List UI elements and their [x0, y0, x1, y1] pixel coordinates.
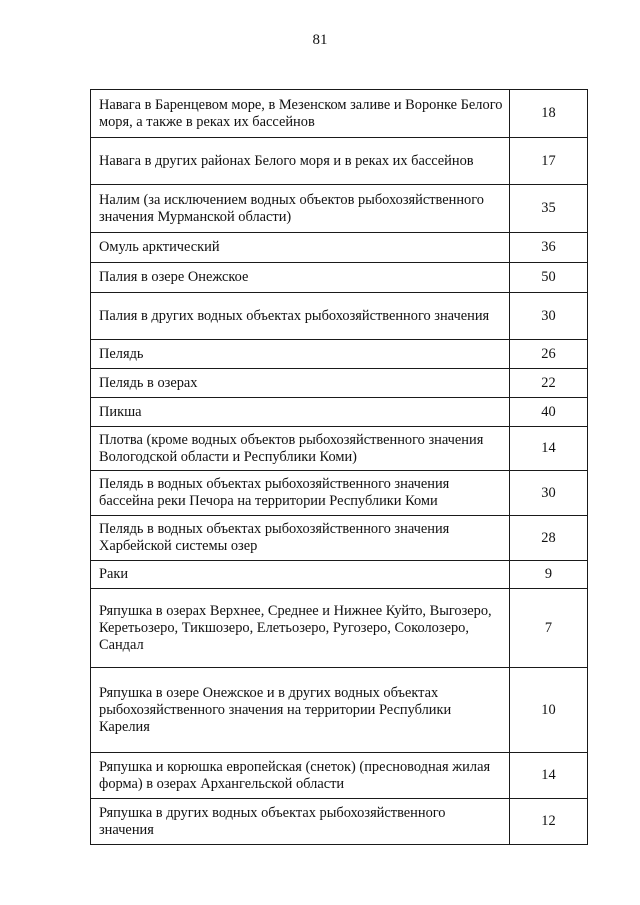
species-name-cell: Ряпушка в других водных объектах рыбохозяйственного значения	[91, 799, 510, 845]
species-name-cell: Налим (за исключением водных объектов рыбохозяйственного значения Мурманской области)	[91, 185, 510, 233]
table-row	[91, 233, 588, 263]
value-cell: 14	[510, 427, 588, 471]
species-name-cell: Ряпушка в озерах Верхнее, Среднее и Нижнее Куйто, Выгозеро, Керетьозеро, Тикшозеро, Елетьозеро, Ругозеро, Соколозеро, Сандал	[91, 589, 510, 668]
table-row	[91, 471, 588, 516]
value-cell: 30	[510, 293, 588, 340]
species-name-cell: Пелядь в водных объектах рыбохозяйственного значения Харбейской системы озер	[91, 516, 510, 561]
value-cell: 9	[510, 561, 588, 589]
value-cell: 50	[510, 263, 588, 293]
species-name-cell: Омуль арктический	[91, 233, 510, 263]
species-name-cell: Навага в Баренцевом море, в Мезенском заливе и Воронке Белого моря, а также в реках их бассейнов	[91, 90, 510, 138]
species-name-cell: Пикша	[91, 398, 510, 427]
species-name-cell: Палия в других водных объектах рыбохозяйственного значения	[91, 293, 510, 340]
species-name-cell: Пелядь в водных объектах рыбохозяйственного значения бассейна реки Печора на территории Республики Коми	[91, 471, 510, 516]
table-row	[91, 668, 588, 753]
table-row	[91, 589, 588, 668]
species-name-cell: Раки	[91, 561, 510, 589]
value-cell: 14	[510, 753, 588, 799]
value-cell: 28	[510, 516, 588, 561]
species-name-cell: Навага в других районах Белого моря и в реках их бассейнов	[91, 138, 510, 185]
species-name-cell: Плотва (кроме водных объектов рыбохозяйственного значения Вологодской области и Республики Коми)	[91, 427, 510, 471]
value-cell: 36	[510, 233, 588, 263]
table-row	[91, 398, 588, 427]
value-cell: 12	[510, 799, 588, 845]
species-name-cell: Ряпушка и корюшка европейская (снеток) (пресноводная жилая форма) в озерах Архангельской области	[91, 753, 510, 799]
table-row	[91, 516, 588, 561]
page-number: 81	[312, 32, 328, 48]
table-row	[91, 263, 588, 293]
value-cell: 18	[510, 90, 588, 138]
table-row	[91, 340, 588, 369]
table-row	[91, 427, 588, 471]
species-name-cell: Пелядь	[91, 340, 510, 369]
value-cell: 40	[510, 398, 588, 427]
value-cell: 10	[510, 668, 588, 753]
catch-limits-table	[90, 89, 588, 845]
table-row	[91, 799, 588, 845]
table-row	[91, 185, 588, 233]
species-name-cell: Пелядь в озерах	[91, 369, 510, 398]
table-row	[91, 369, 588, 398]
value-cell: 30	[510, 471, 588, 516]
value-cell: 7	[510, 589, 588, 668]
table-row	[91, 753, 588, 799]
table-row	[91, 138, 588, 185]
value-cell: 22	[510, 369, 588, 398]
table-row	[91, 90, 588, 138]
value-cell: 35	[510, 185, 588, 233]
table-body	[91, 90, 588, 845]
table-row	[91, 293, 588, 340]
species-name-cell: Палия в озере Онежское	[91, 263, 510, 293]
species-name-cell: Ряпушка в озере Онежское и в других водных объектах рыбохозяйственного значения на территории Республики Карелия	[91, 668, 510, 753]
value-cell: 17	[510, 138, 588, 185]
table-row	[91, 561, 588, 589]
value-cell: 26	[510, 340, 588, 369]
